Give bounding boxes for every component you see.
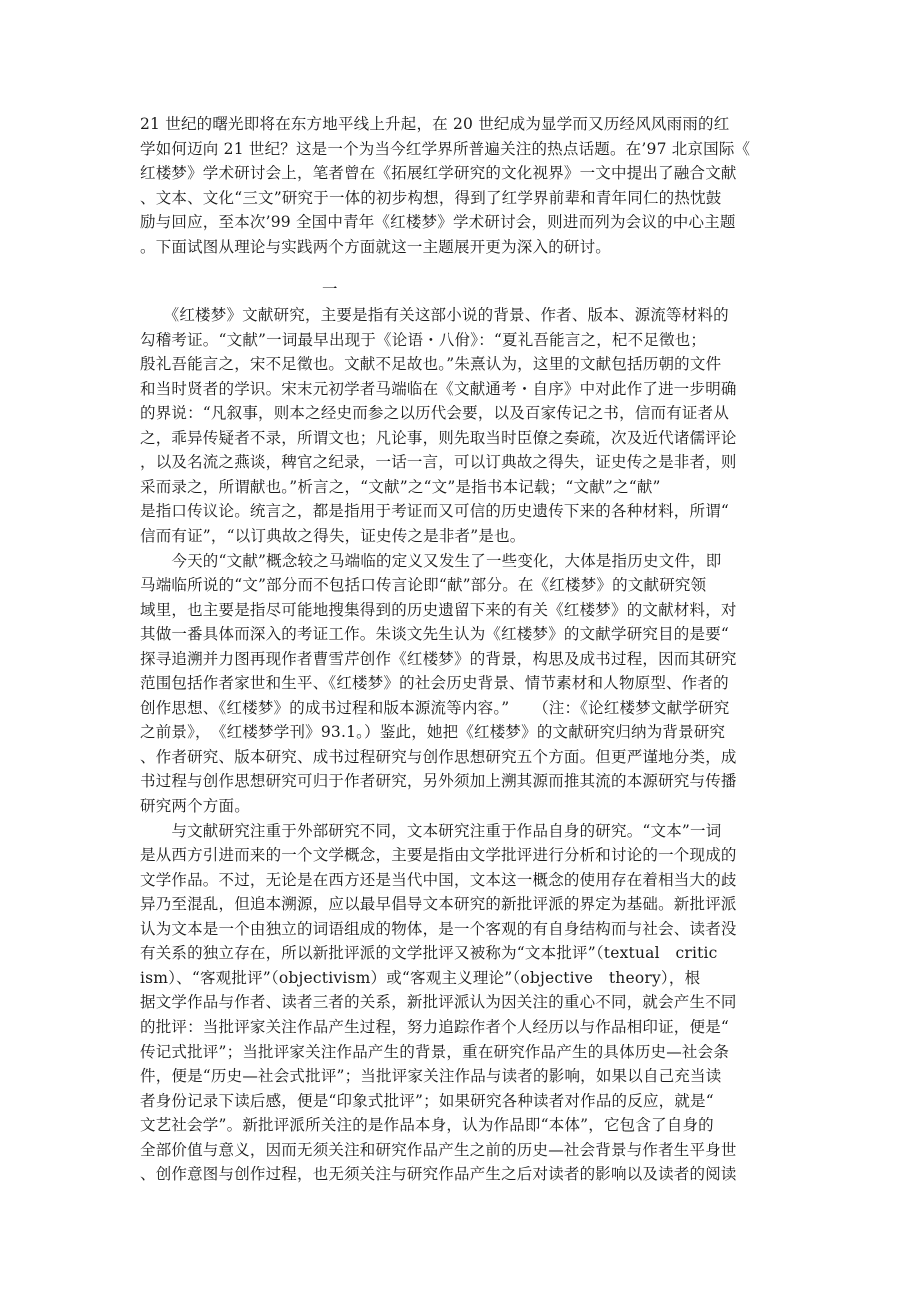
- text-line: 的界说：“凡叙事，则本之经史而参之以历代会要，以及百家传记之书，信而有证者从: [140, 404, 730, 423]
- text-line: 是从西方引进而来的一个文学概念，主要是指由文学批评进行分析和讨论的一个现成的: [140, 846, 737, 865]
- text-line: 传记式批评”；当批评家关注作品产生的背景，重在研究作品产生的具体历史—社会条: [140, 1042, 730, 1061]
- text-line: 信而有证”，“以订典故之得失，证史传之是非者”是也。: [140, 526, 526, 545]
- text-line: 域里，也主要是指尽可能地搜集得到的历史遗留下来的有关《红楼梦》的文献材料，对: [140, 600, 737, 619]
- text-line: 者身份记录下读后感，便是“印象式批评”；如果研究各种读者对作品的反应，就是“: [140, 1091, 714, 1110]
- text-line: 异乃至混乱，但追本溯源，应以最早倡导文本研究的新批评派的界定为基础。新批评派: [140, 895, 737, 914]
- text-line: 。下面试图从理论与实践两个方面就这一主题展开更为深入的研讨。: [140, 238, 612, 256]
- text-line: 件，便是“历史—社会式批评”；当批评家关注作品与读者的影响，如果以自己充当读: [140, 1067, 722, 1086]
- text-line: 之，乖异传疑者不录，所谓文也；凡论事，则先取当时臣僚之奏疏，次及近代诸儒评论: [140, 428, 737, 447]
- section-marker: 一: [322, 280, 338, 298]
- text-line: 与文献研究注重于外部研究不同，文本研究注重于作品自身的研究。“文本”一词: [140, 821, 722, 840]
- text-line: 文学作品。不过，无论是在西方还是当代中国，文本这一概念的使用存在着相当大的歧: [140, 870, 737, 889]
- text-line: 和当时贤者的学识。宋末元初学者马端临在《文献通考・自序》中对此作了进一步明确: [140, 379, 737, 398]
- text-line: 、文本、文化“三文”研究于一体的初步构想，得到了红学界前辈和青年同仁的热忱鼓: [140, 188, 722, 207]
- text-line: 今天的“文献”概念较之马端临的定义又发生了一些变化，大体是指历史文件，即: [140, 551, 722, 570]
- text-line: 据文学作品与作者、读者三者的关系，新批评派认为因关注的重心不同，就会产生不同: [140, 993, 737, 1012]
- text-line: 认为文本是一个由独立的词语组成的物体，是一个客观的有自身结构而与社会、读者没: [140, 919, 737, 938]
- text-line: 范围包括作者家世和生平、《红楼梦》的社会历史背景、情节素材和人物原型、作者的: [140, 674, 729, 693]
- text-line: 创作思想、《红楼梦》的成书过程和版本源流等内容。” （注：《论红楼梦文献学研究: [140, 698, 730, 717]
- text-line: 勾稽考证。“文献”一词最早出现于《论语・八佾》：“夏礼吾能言之，杞不足徵也；: [140, 330, 707, 349]
- text-line: 全部价值与意义，因而无须关注和研究作品产生之前的历史—社会背景与作者生平身世: [140, 1140, 737, 1159]
- text-line: 是指口传议论。统言之，都是指用于考证而又可信的历史遗传下来的各种材料，所谓“: [140, 502, 730, 521]
- text-line: 的批评：当批评家关注作品产生过程，努力追踪作者个人经历以与作品相印证，便是“: [140, 1017, 730, 1036]
- text-line: 殷礼吾能言之，宋不足徵也。文献不足故也。”朱熹认为，这里的文献包括历朝的文件: [140, 355, 722, 374]
- text-line: 探寻追溯并力图再现作者曹雪芹创作《红楼梦》的背景，构思及成书过程，因而其研究: [140, 649, 737, 668]
- text-line: 文艺社会学”。新批评派所关注的是作品本身，认为作品即“本体”，它包含了自身的: [140, 1116, 714, 1135]
- text-line: 、创作意图与创作过程，也无须关注与研究作品产生之后对读者的影响以及读者的阅读: [140, 1165, 737, 1184]
- text-line: 有关系的独立存在，所以新批评派的文学批评又被称为“文本批评”（textual critic: [140, 944, 718, 963]
- text-line: 其做一番具体而深入的考证工作。朱谈文先生认为《红楼梦》的文献学研究目的是要“: [140, 625, 730, 644]
- text-line: 之前景》， 《红楼梦学刊》93.1。）鉴此，她把《红楼梦》的文献研究归纳为背景研究: [140, 723, 726, 742]
- text-line: ，以及名流之燕谈，稗官之纪录，一话一言，可以订典故之得失，证史传之是非者，则: [140, 453, 737, 472]
- text-line: 研究两个方面。: [140, 797, 250, 815]
- text-line: 马端临所说的“文”部分而不包括口传言论即“献”部分。在《红楼梦》的文献研究领: [140, 576, 707, 595]
- text-line: 采而录之，所谓献也。”析言之，“文献”之“文”是指书本记载；“文献”之“献”: [140, 477, 661, 496]
- text-line: 学如何迈向 21 世纪？这是一个为当今红学界所普遍关注的热点话题。在’97 北京国际《: [140, 139, 751, 158]
- text-line: 红楼梦》学术研讨会上，笔者曾在《拓展红学研究的文化视界》一文中提出了融合文献: [140, 164, 737, 183]
- text-line: 21 世纪的曙光即将在东方地平线上升起，在 20 世纪成为显学而又历经风风雨雨的红: [140, 115, 730, 133]
- text-line: 《红楼梦》文献研究，主要是指有关这部小说的背景、作者、版本、源流等材料的: [140, 306, 729, 324]
- text-line: 励与回应，至本次’99 全国中青年《红楼梦》学术研讨会，则进而列为会议的中心主题: [140, 213, 736, 232]
- text-line: ism）、“客观批评”（objectivism）或“客观主义理论”（objective theory），根: [140, 968, 701, 987]
- text-line: 、作者研究、版本研究、成书过程研究与创作思想研究五个方面。但更严谨地分类，成: [140, 747, 737, 766]
- text-line: 书过程与创作思想研究可归于作者研究，另外须加上溯其源而推其流的本源研究与传播: [140, 772, 737, 791]
